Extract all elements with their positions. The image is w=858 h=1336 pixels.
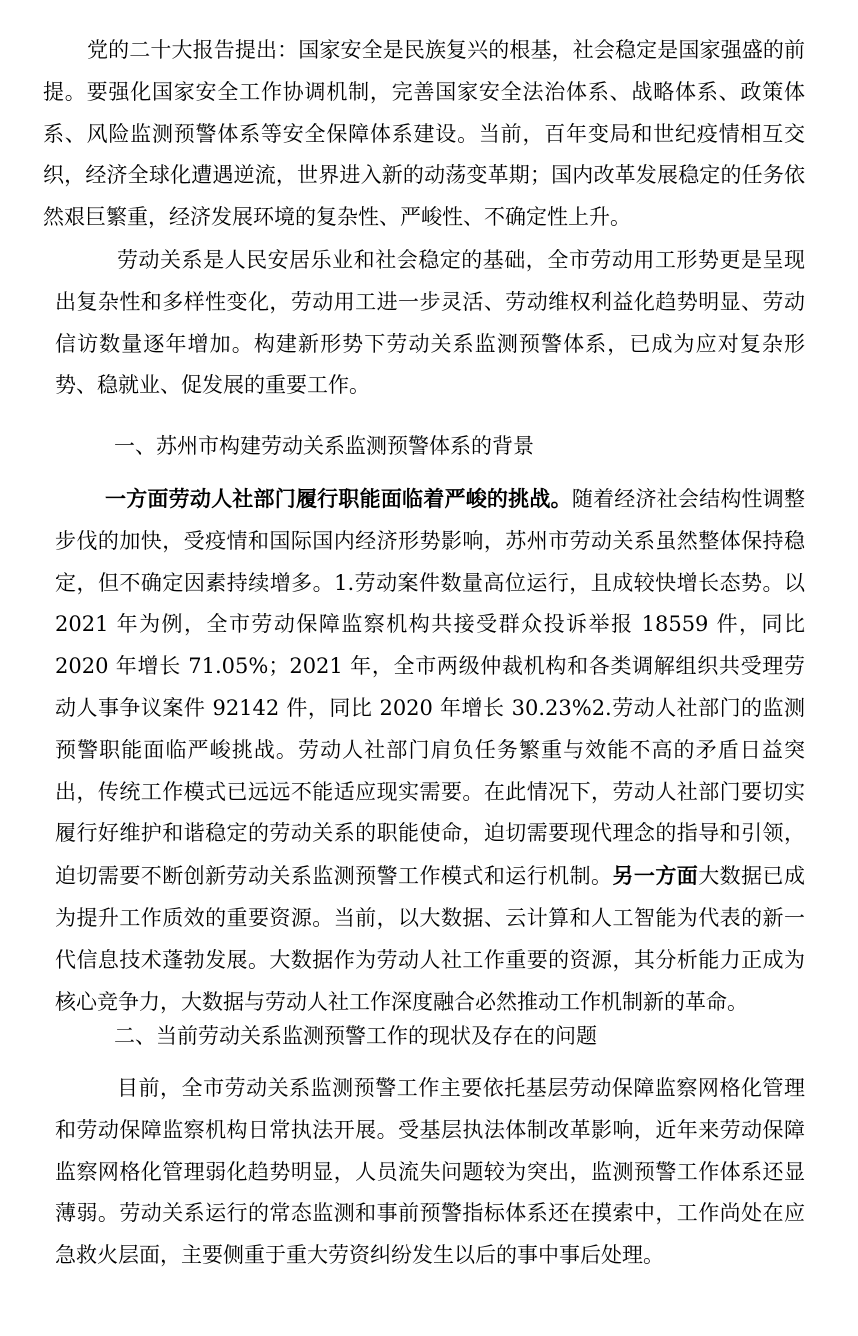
- paragraph-status: 目前，全市劳动关系监测预警工作主要依托基层劳动保障监察网格化管理和劳动保障监察机构日常执法开展。受基层执法体制改革影响，近年来劳动保障监察网格化管理弱化趋势明显，人员流失问题较为突出，监测预警工作体系还显薄弱。劳动关系运行的常态监测和事前预警指标体系还在摸索中，工作尚处在应急救火层面，主要侧重于重大劳资纠纷发生以后的事中事后处理。: [55, 1076, 805, 1268]
- paragraph-background-text-b: 大数据已成为提升工作质效的重要资源。当前，以大数据、云计算和人工智能为代表的新一代信息技术蓬勃发展。大数据作为劳动人社工作重要的资源，其分析能力正成为核心竞争力，大数据与劳动人社工作深度融合必然推动工作机制新的革命。: [55, 864, 805, 1014]
- paragraph-labor-relations: 劳动关系是人民安居乐业和社会稳定的基础，全市劳动用工形势更是呈现出复杂性和多样性变化，劳动用工进一步灵活、劳动维权利益化趋势明显、劳动信访数量逐年增加。构建新形势下劳动关系监测预警体系，已成为应对复杂形势、稳就业、促发展的重要工作。: [55, 248, 805, 398]
- bold-mid-phrase: 另一方面: [612, 863, 699, 889]
- paragraph-national-security: 党的二十大报告提出：国家安全是民族复兴的根基，社会稳定是国家强盛的前提。要强化国家安全工作协调机制，完善国家安全法治体系、战略体系、政策体系、风险监测预警体系等安全保障体系建设。当前，百年变局和世纪疫情相互交织，经济全球化遭遇逆流，世界进入新的动荡变革期；国内改革发展稳定的任务依然艰巨繁重，经济发展环境的复杂性、严峻性、不确定性上升。: [43, 38, 805, 230]
- section-heading-status: 二、当前劳动关系监测预警工作的现状及存在的问题: [114, 1024, 597, 1048]
- section-heading-background: 一、苏州市构建劳动关系监测预警体系的背景: [114, 434, 534, 458]
- paragraph-background: [55, 478, 805, 1023]
- paragraph-background-text-a: 随着经济社会结构性调整步伐的加快，受疫情和国际国内经济形势影响，苏州市劳动关系虽然整体保持稳定，但不确定因素持续增多。1.劳动案件数量高位运行，且成较快增长态势。以 2021 年为例，全市劳动保障监察机构共接受群众投诉举报 18559 件，同比 2020 年增长 71.05%；2021 年，全市两级仲裁机构和各类调解组织共受理劳动人事争议案件 92142 件，同比 2020 年增长 30.23%2.劳动人社部门的监测预警职能面临严峻挑战。劳动人社部门肩负任务繁重与效能不高的矛盾日益突出，传统工作模式已远远不能适应现实需要。在此情况下，劳动人社部门要切实履行好维护和谐稳定的劳动关系的职能使命，迫切需要现代理念的指导和引领，迫切需要不断创新劳动关系监测预警工作模式和运行机制。: [55, 487, 805, 889]
- bold-lead-phrase: 一方面劳动人社部门履行职能面临着严峻的挑战。: [105, 486, 572, 511]
